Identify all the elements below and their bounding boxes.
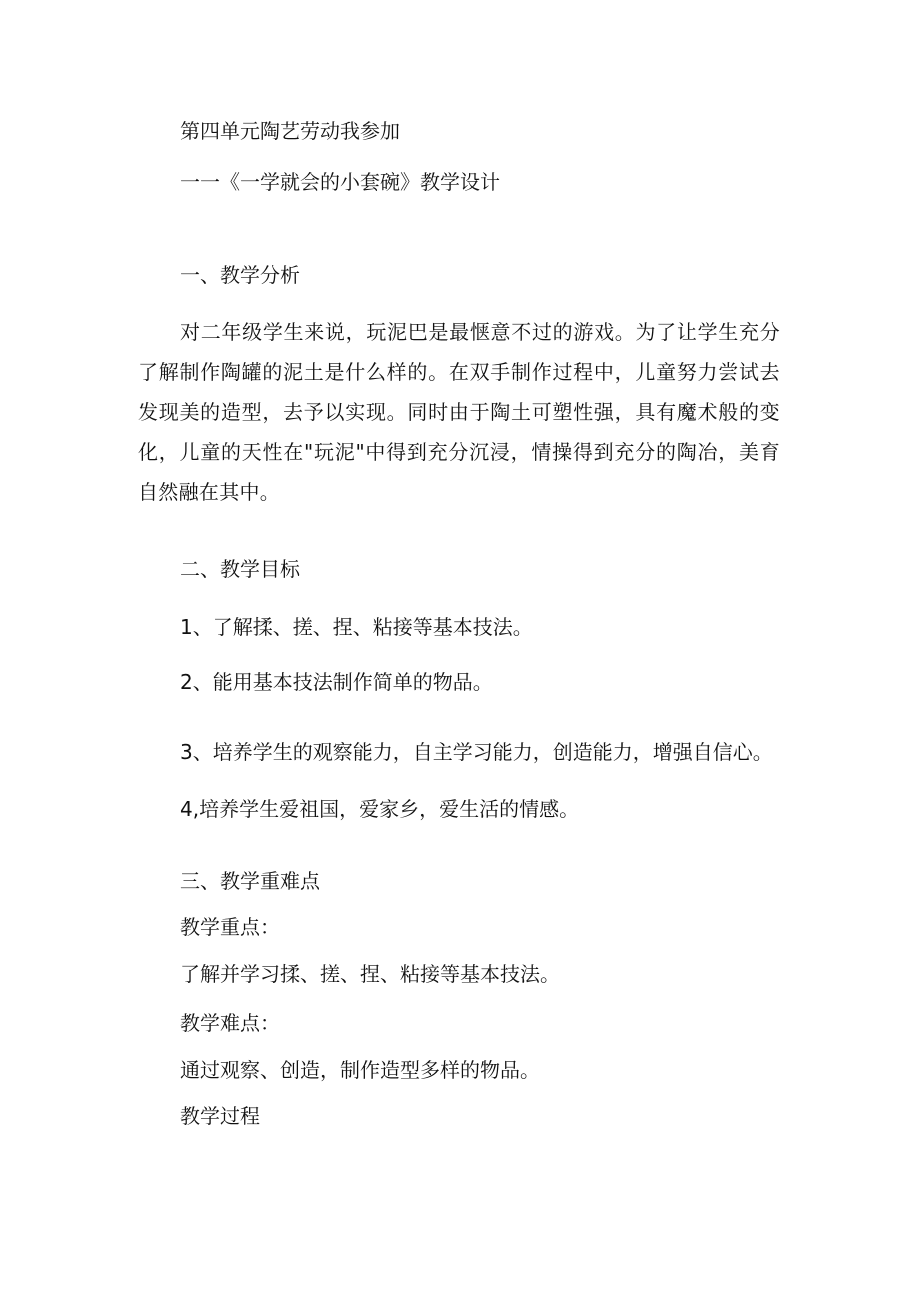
- unit-title: 第四单元陶艺劳动我参加: [180, 119, 400, 143]
- difficulty-content: 通过观察、创造，制作造型多样的物品。: [180, 1058, 540, 1082]
- lesson-subtitle: 一一《一学就会的小套碗》教学设计: [180, 170, 500, 194]
- goal-item: 4,培养学生爱祖国，爱家乡，爱生活的情感。: [180, 797, 580, 821]
- goal-item: 3、培养学生的观察能力，自主学习能力，创造能力，增强自信心。: [180, 740, 773, 764]
- analysis-paragraph: 对二年级学生来说，玩泥巴是最惬意不过的游戏。为了让学生充分了解制作陶罐的泥土是什么样的。在双手制作过程中，儿童努力尝试去发现美的造型，去予以实现。同时由于陶土可塑性强，具有魔术般的变化，儿童的天性在"玩泥"中得到充分沉浸，情操得到充分的陶冶，美育自然融在其中。: [138, 320, 780, 504]
- key-point-content: 了解并学习揉、搓、捏、粘接等基本技法。: [180, 962, 560, 986]
- difficulty-label: 教学难点：: [180, 1011, 280, 1035]
- goal-item: 1、了解揉、搓、捏、粘接等基本技法。: [180, 615, 533, 639]
- section-heading-goals: 二、教学目标: [180, 557, 300, 581]
- goal-item: 2、能用基本技法制作简单的物品。: [180, 670, 493, 694]
- section-heading-key-points: 三、教学重难点: [180, 869, 320, 893]
- teaching-process-heading: 教学过程: [180, 1104, 260, 1128]
- key-point-label: 教学重点：: [180, 915, 280, 939]
- section-heading-analysis: 一、教学分析: [180, 263, 300, 287]
